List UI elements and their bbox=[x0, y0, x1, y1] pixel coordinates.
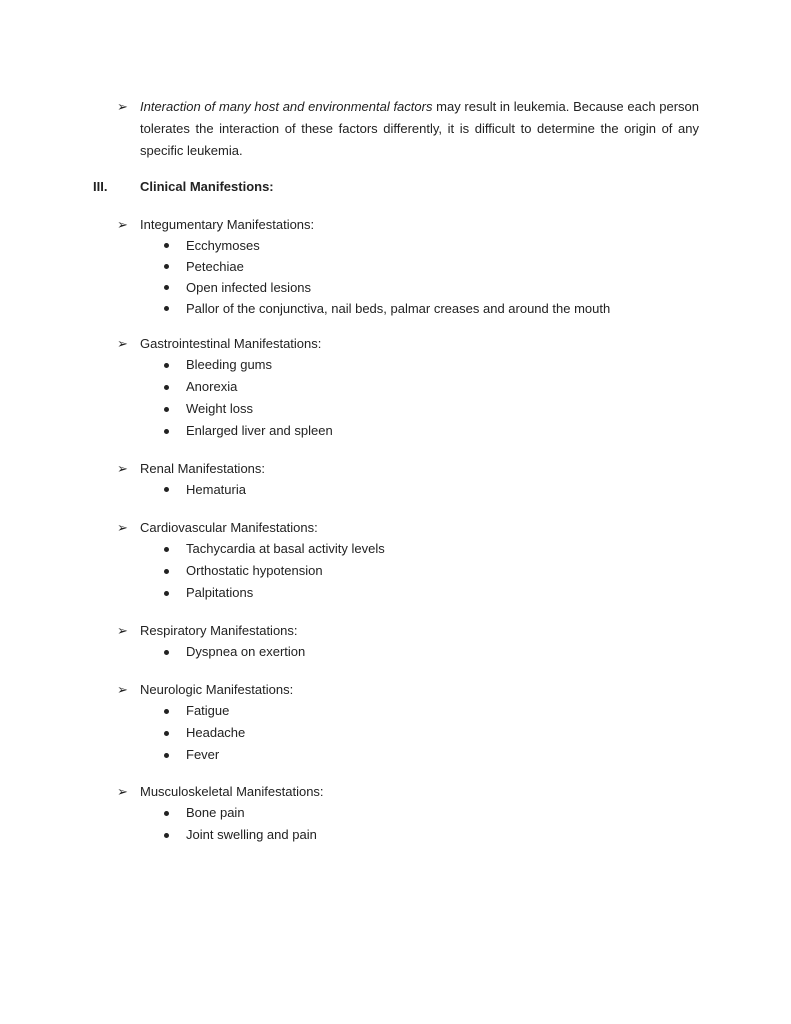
musculoskeletal-title: Musculoskeletal Manifestations: bbox=[140, 784, 324, 799]
list-item: Enlarged liver and spleen bbox=[117, 420, 333, 442]
cardiovascular-header bbox=[117, 518, 385, 538]
section-number: III. bbox=[93, 179, 108, 194]
renal-section bbox=[117, 459, 266, 500]
arrow-bullet-icon: ➢ bbox=[117, 784, 128, 799]
integumentary-title: Integumentary Manifestations: bbox=[140, 217, 315, 232]
gastrointestinal-title: Gastrointestinal Manifestations: bbox=[140, 336, 322, 351]
list-item: Weight loss bbox=[117, 398, 333, 420]
list-item: Open infected lesions bbox=[117, 277, 610, 298]
intro-italic-lead: Interaction of many host and environmental factors bbox=[140, 99, 433, 114]
list-item: Bleeding gums bbox=[117, 354, 333, 376]
arrow-bullet-icon: ➢ bbox=[117, 623, 128, 638]
renal-header bbox=[117, 459, 266, 479]
musculoskeletal-section bbox=[117, 782, 324, 846]
list-item: Fatigue bbox=[117, 700, 245, 722]
intro-paragraph-block bbox=[117, 96, 699, 162]
gastrointestinal-header bbox=[117, 334, 333, 354]
list-item: Headache bbox=[117, 722, 245, 744]
list-item: Dyspnea on exertion bbox=[117, 641, 305, 663]
musculoskeletal-list bbox=[117, 802, 317, 846]
musculoskeletal-header bbox=[117, 782, 324, 802]
list-item: Petechiae bbox=[117, 256, 610, 277]
gastrointestinal-section bbox=[117, 334, 333, 442]
arrow-bullet-icon: ➢ bbox=[117, 461, 128, 476]
respiratory-header bbox=[117, 621, 305, 641]
cardiovascular-section bbox=[117, 518, 385, 604]
neurologic-section bbox=[117, 680, 294, 766]
arrow-bullet-icon: ➢ bbox=[117, 682, 128, 697]
renal-list bbox=[117, 479, 246, 500]
arrow-bullet-icon: ➢ bbox=[117, 520, 128, 535]
list-item: Pallor of the conjunctiva, nail beds, palmar creases and around the mouth bbox=[117, 298, 610, 319]
list-item: Orthostatic hypotension bbox=[117, 560, 385, 582]
list-item: Joint swelling and pain bbox=[117, 824, 317, 846]
cardiovascular-title: Cardiovascular Manifestations: bbox=[140, 520, 318, 535]
arrow-bullet-icon: ➢ bbox=[117, 99, 128, 114]
section-title: Clinical Manifestions: bbox=[140, 179, 274, 194]
integumentary-list bbox=[117, 235, 610, 319]
list-item: Bone pain bbox=[117, 802, 317, 824]
list-item: Ecchymoses bbox=[117, 235, 610, 256]
integumentary-header bbox=[117, 215, 610, 235]
neurologic-list bbox=[117, 700, 245, 766]
neurologic-title: Neurologic Manifestations: bbox=[140, 682, 294, 697]
arrow-bullet-icon: ➢ bbox=[117, 217, 128, 232]
list-item: Anorexia bbox=[117, 376, 333, 398]
cardiovascular-list bbox=[117, 538, 385, 604]
respiratory-title: Respiratory Manifestations: bbox=[140, 623, 298, 638]
list-item: Palpitations bbox=[117, 582, 385, 604]
renal-title: Renal Manifestations: bbox=[140, 461, 266, 476]
intro-text: may result in leukemia. Because each person tolerates the interaction of these factors differently, it is difficult to determine the origin of any specific leukemia. bbox=[140, 99, 699, 158]
list-item: Fever bbox=[117, 744, 245, 766]
neurologic-header bbox=[117, 680, 294, 700]
integumentary-section bbox=[117, 215, 610, 319]
arrow-bullet-icon: ➢ bbox=[117, 336, 128, 351]
list-item: Tachycardia at basal activity levels bbox=[117, 538, 385, 560]
gastrointestinal-list bbox=[117, 354, 333, 442]
list-item: Hematuria bbox=[117, 479, 246, 500]
respiratory-section bbox=[117, 621, 305, 663]
intro-paragraph bbox=[140, 96, 699, 162]
respiratory-list bbox=[117, 641, 305, 663]
